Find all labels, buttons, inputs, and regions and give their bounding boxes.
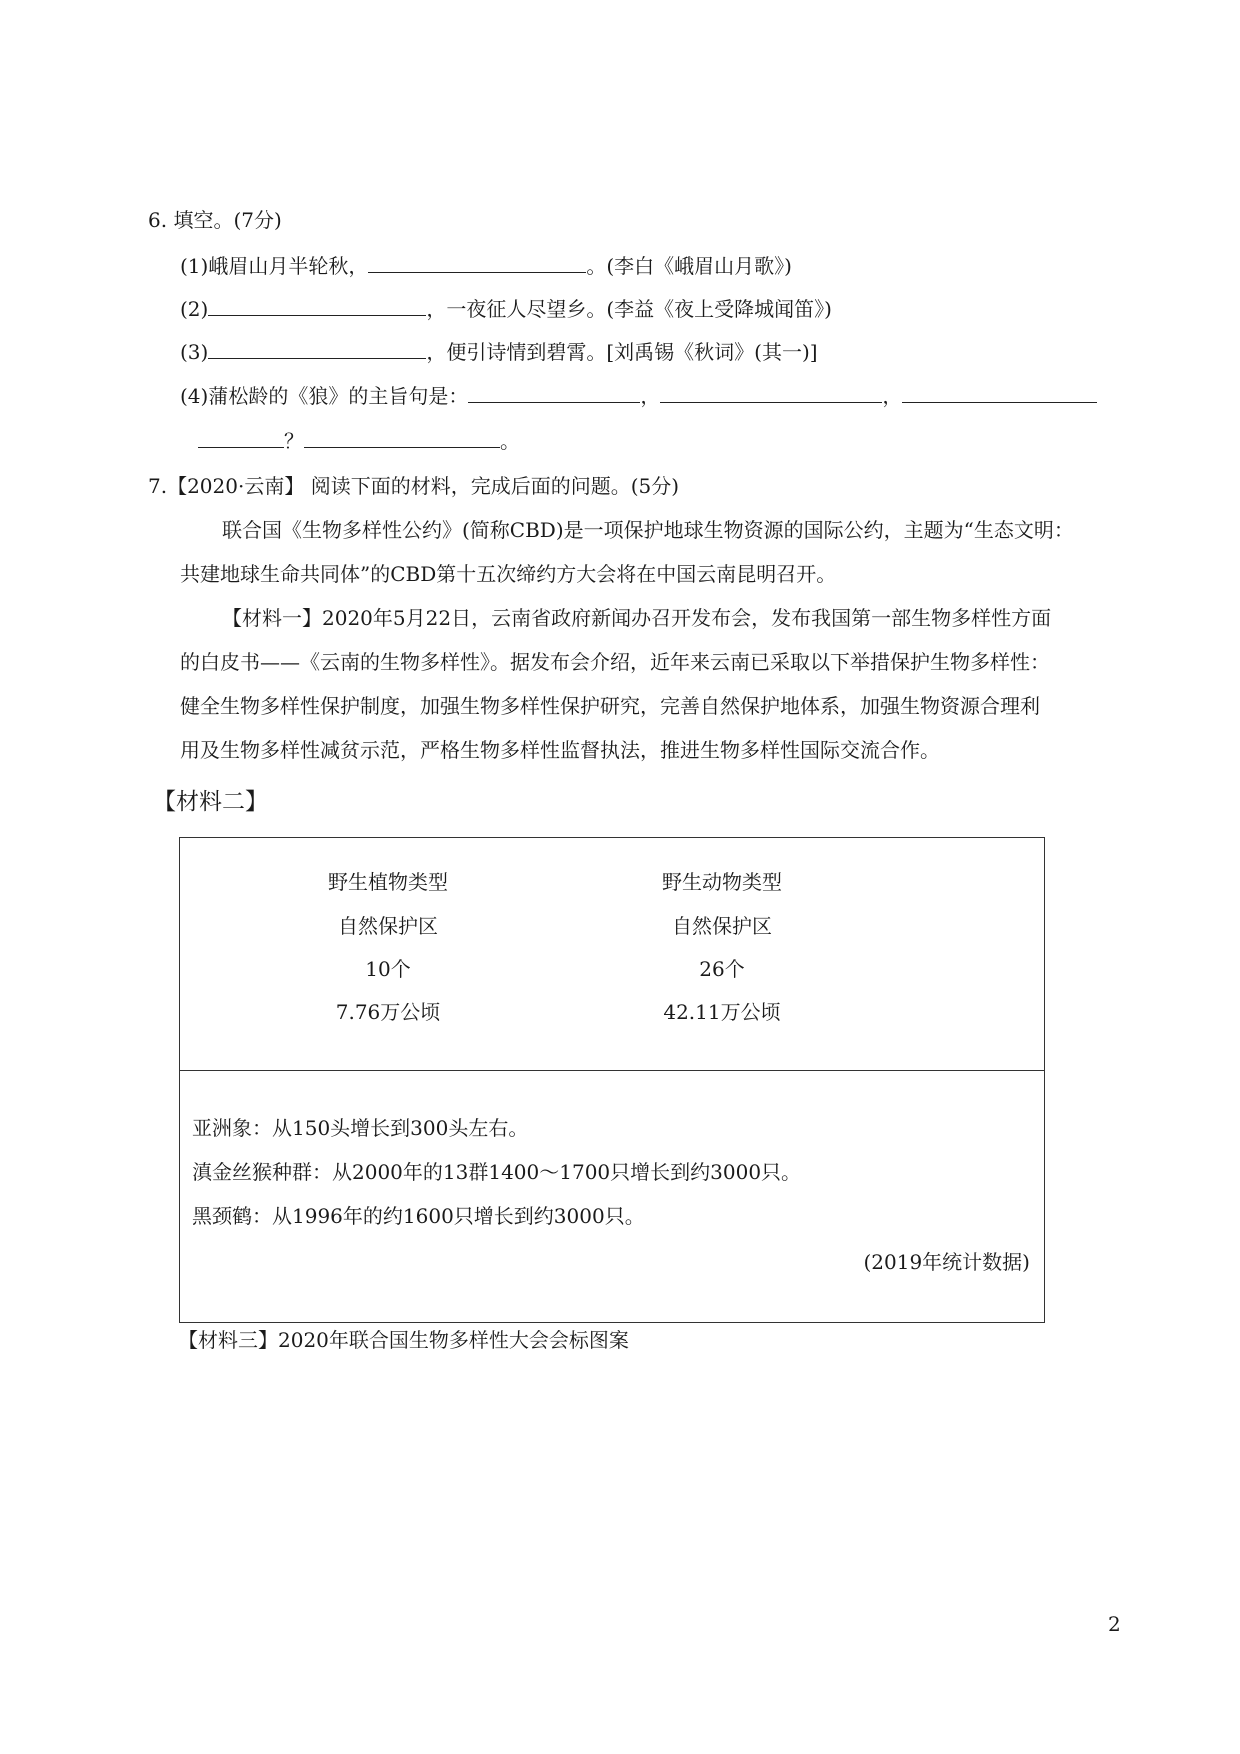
animal-reserve-count: 26个 xyxy=(699,957,745,981)
stat-black-necked-crane: 黑颈鹤：从1996年的约1600只增长到约3000只。 xyxy=(192,1204,645,1228)
q6-line3 xyxy=(180,336,818,366)
animal-type-label: 野生动物类型 xyxy=(662,870,782,894)
q6-line2 xyxy=(180,293,832,323)
data-source-note: (2019年统计数据) xyxy=(863,1250,1030,1274)
answer-blank-3[interactable] xyxy=(208,336,426,359)
q6-line1-prefix: (1)峨眉山月半轮秋， xyxy=(180,254,369,278)
stat-asian-elephant: 亚洲象：从150头增长到300头左右。 xyxy=(192,1116,529,1140)
period: 。 xyxy=(500,429,520,453)
answer-blank-4[interactable] xyxy=(468,380,640,403)
material3-label: 【材料三】2020年联合国生物多样性大会会标图案 xyxy=(178,1328,629,1352)
material1-line4: 用及生物多样性减贫示范，严格生物多样性监督执法，推进生物多样性国际交流合作。 xyxy=(180,738,940,762)
plant-reserve-area: 7.76万公顷 xyxy=(335,1000,441,1024)
material1-line3: 健全生物多样性保护制度，加强生物多样性保护研究，完善自然保护地体系，加强生物资源合理利 xyxy=(180,694,1040,718)
answer-blank-5[interactable] xyxy=(660,380,882,403)
material2-label: 【材料二】 xyxy=(153,789,268,815)
answer-blank-2[interactable] xyxy=(208,293,426,316)
plant-reserve-count: 10个 xyxy=(365,957,411,981)
material1-line1: 【材料一】2020年5月22日，云南省政府新闻办召开发布会，发布我国第一部生物多样性方面 xyxy=(222,606,1052,630)
box-divider xyxy=(180,1070,1044,1071)
q6-line4 xyxy=(180,380,1097,410)
answer-blank-6-cont[interactable] xyxy=(198,425,284,448)
comma: ， xyxy=(640,384,661,408)
q6-line1 xyxy=(180,250,792,280)
page-number: 2 xyxy=(1108,1612,1121,1636)
plant-type-label: 野生植物类型 xyxy=(328,870,448,894)
animal-reserve-area: 42.11万公顷 xyxy=(663,1000,781,1024)
plant-reserve-label: 自然保护区 xyxy=(338,914,438,938)
q6-line2-prefix: (2) xyxy=(180,297,209,321)
comma: ， xyxy=(882,384,903,408)
q6-line1-suffix: 。(李白《峨眉山月歌》) xyxy=(586,254,792,278)
q7-header: 7.【2020·云南】 阅读下面的材料，完成后面的问题。(5分) xyxy=(148,474,680,498)
q7-intro-line2: 共建地球生命共同体”的CBD第十五次缔约方大会将在中国云南昆明召开。 xyxy=(180,562,837,586)
stat-snub-nosed-monkey: 滇金丝猴种群：从2000年的13群1400～1700只增长到约3000只。 xyxy=(192,1160,802,1184)
q6-line2-suffix: ，一夜征人尽望乡。(李益《夜上受降城闻笛》) xyxy=(426,297,832,321)
material1-line2: 的白皮书——《云南的生物多样性》。据发布会介绍，近年来云南已采取以下举措保护生物多样性： xyxy=(180,650,1050,674)
question-mark: ？ xyxy=(284,429,304,453)
q6-line3-suffix: ，便引诗情到碧霄。[刘禹锡《秋词》(其一)] xyxy=(426,340,818,364)
animal-reserve-label: 自然保护区 xyxy=(672,914,772,938)
q7-intro-line1: 联合国《生物多样性公约》(简称CBD)是一项保护地球生物资源的国际公约，主题为“生态文明： xyxy=(222,518,1074,542)
material2-box xyxy=(179,837,1045,1323)
answer-blank-7[interactable] xyxy=(304,425,500,448)
q6-line5 xyxy=(198,425,520,455)
q6-header: 6. 填空。(7分) xyxy=(148,208,282,232)
answer-blank-1[interactable] xyxy=(368,250,586,273)
answer-blank-6[interactable] xyxy=(902,380,1097,403)
q6-line3-prefix: (3) xyxy=(180,340,209,364)
q6-line4-prefix: (4)蒲松龄的《狼》的主旨句是： xyxy=(180,384,469,408)
